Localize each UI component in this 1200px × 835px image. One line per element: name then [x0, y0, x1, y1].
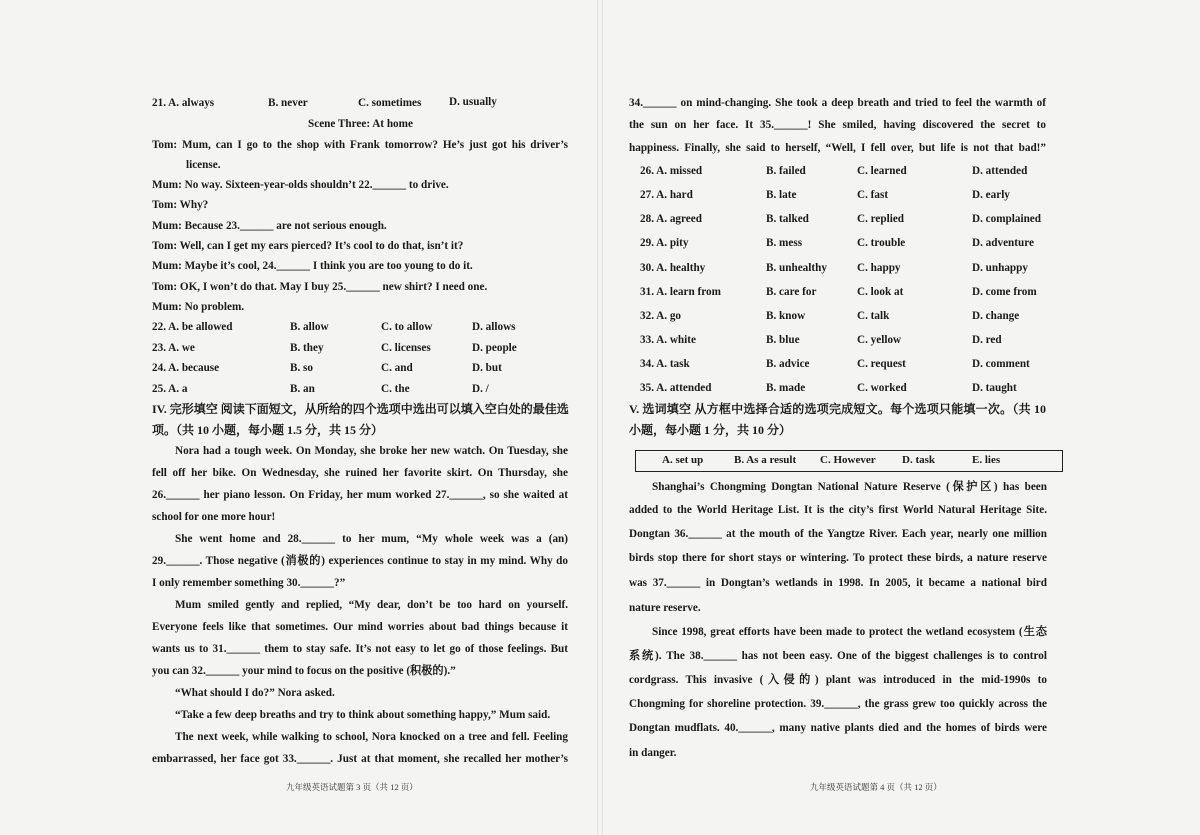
option-c: C. learned	[857, 165, 907, 177]
passage-line: fell off her bike. On Wednesday, she ruined her favorite skirt. On Thursday, she	[152, 467, 568, 479]
word-option: D. task	[902, 454, 936, 466]
option-a: 23. A. we	[152, 342, 195, 354]
option-b: B. failed	[766, 165, 806, 177]
option-d: D. allows	[472, 321, 516, 333]
option-d: D. /	[472, 383, 489, 395]
scene-title: Scene Three: At home	[308, 118, 413, 130]
passage-line: The next week, while walking to school, Nora knocked on a tree and fell. Feeling	[175, 731, 568, 743]
option-b: B. unhealthy	[766, 262, 827, 274]
passage-line: the sun on her face. It 35.______! She smiled, having discovered the secret to	[629, 119, 1046, 131]
option-b: B. late	[766, 189, 797, 201]
option-b: B. mess	[766, 237, 803, 249]
option-a: 31. A. learn from	[640, 286, 721, 298]
option-c: C. fast	[857, 189, 889, 201]
option-a: 22. A. be allowed	[152, 321, 233, 333]
option-c: C. talk	[857, 310, 890, 322]
passage-line: school for one more hour!	[152, 511, 276, 523]
dialogue-line: Tom: Well, can I get my ears pierced? It’s cool to do that, isn’t it?	[152, 240, 464, 252]
passage-line: 系统). The 38.______ has not been easy. One of the biggest challenges is to control	[629, 650, 1047, 662]
option-d: D. people	[472, 342, 517, 354]
passage-line: Shanghai’s Chongming Dongtan National Nature Reserve (保护区) has been	[652, 481, 1047, 493]
passage-line: embarrassed, her face got 33.______. Just at that moment, she recalled her mother’s	[152, 753, 568, 765]
option-a: 26. A. missed	[640, 165, 703, 177]
passage-line: wants us to 31.______ them to stay safe. It’s not easy to let go of those feelings. But	[152, 643, 568, 655]
option-d: D. comment	[972, 358, 1030, 370]
word-option: B. As a result	[734, 454, 797, 466]
section-heading: V. 选词填空 从方框中选择合适的选项完成短文。每个选项只能填一次。（共 10	[629, 402, 1046, 416]
option-a: 24. A. because	[152, 362, 220, 374]
q21-option-c: C. sometimes	[358, 97, 422, 109]
passage-line: 26.______ her piano lesson. On Friday, her mum worked 27.______, so she waited at	[152, 489, 568, 501]
section-heading: IV. 完形填空 阅读下面短文，从所给的四个选项中选出可以填入空白处的最佳选	[152, 402, 569, 416]
passage-line: added to the World Heritage List. It is the city’s first World Natural Heritage Site.	[629, 504, 1047, 516]
passage-line: I only remember something 30.______?”	[152, 577, 346, 589]
q21-option-b: B. never	[268, 97, 308, 109]
passage-line: Dongtan 36.______ at the mouth of the Yangtze River. Each year, nearly one million	[629, 528, 1047, 540]
option-a: 33. A. white	[640, 334, 696, 346]
option-d: D. red	[972, 334, 1002, 346]
option-b: B. blue	[766, 334, 800, 346]
passage-line: “What should I do?” Nora asked.	[175, 687, 335, 699]
option-b: B. talked	[766, 213, 809, 225]
option-c: C. and	[381, 362, 413, 374]
option-a: 32. A. go	[640, 310, 682, 322]
dialogue-line: Mum: No problem.	[152, 301, 245, 313]
passage-line: 29.______. Those negative (消极的) experiences continue to stay in my mind. Why do	[152, 555, 568, 567]
passage-line: happiness. Finally, she said to herself, “Well, I fell over, but life is not that bad!”	[629, 142, 1046, 154]
passage-line: in danger.	[629, 747, 677, 759]
option-c: C. replied	[857, 213, 905, 225]
passage-line: was 37.______ in Dongtan’s wetlands in 1998. In 2005, it became a national bird	[629, 577, 1047, 589]
option-a: 29. A. pity	[640, 237, 689, 249]
passage-line: Since 1998, great efforts have been made to protect the wetland ecosystem (生态	[652, 626, 1047, 638]
passage-line: birds stop there for short stays or wintering. To protect these birds, a nature reserve	[629, 552, 1047, 564]
option-b: B. an	[290, 383, 315, 395]
option-d: D. but	[472, 362, 502, 374]
passage-line: “Take a few deep breaths and try to think about something happy,” Mum said.	[175, 709, 551, 721]
passage-line: Chongming for shoreline protection. 39.______, the grass grew too quickly across the	[629, 698, 1047, 710]
option-c: C. worked	[857, 382, 907, 394]
section-heading: 项。（共 10 小题，每小题 1.5 分，共 15 分）	[152, 423, 384, 437]
dialogue-line: Mum: No way. Sixteen-year-olds shouldn’t 22.______ to drive.	[152, 179, 449, 191]
option-c: C. licenses	[381, 342, 431, 354]
passage-line: She went home and 28.______ to her mum, “My whole week was a (an)	[175, 533, 568, 545]
option-d: D. come from	[972, 286, 1037, 298]
passage-line: 34.______ on mind-changing. She took a deep breath and tried to feel the warmth of	[629, 97, 1046, 109]
passage-line: cordgrass. This invasive (入侵的) plant was introduced in the mid-1990s to	[629, 674, 1047, 686]
word-option: A. set up	[662, 454, 704, 466]
word-option: C. However	[820, 454, 876, 466]
passage-line: you can 32.______ your mind to focus on the positive (积极的).”	[152, 665, 456, 677]
option-d: D. taught	[972, 382, 1017, 394]
passage-line: nature reserve.	[629, 602, 701, 614]
option-b: B. so	[290, 362, 314, 374]
option-c: C. happy	[857, 262, 901, 274]
q21-option-d: D. usually	[449, 96, 497, 108]
q21-option-a: 21. A. always	[152, 97, 215, 109]
passage-line: Everyone feels like that sometimes. Our mind worries about bad things because it	[152, 621, 568, 633]
option-a: 30. A. healthy	[640, 262, 706, 274]
word-box	[635, 450, 1063, 472]
dialogue-line: Mum: Maybe it’s cool, 24.______ I think you are too young to do it.	[152, 260, 473, 272]
option-c: C. look at	[857, 286, 904, 298]
option-b: B. know	[766, 310, 806, 322]
option-d: D. unhappy	[972, 262, 1028, 274]
dialogue-line: Tom: OK, I won’t do that. May I buy 25.______ new shirt? I need one.	[152, 281, 488, 293]
section-heading: 小题，每小题 1 分，共 10 分）	[629, 423, 792, 437]
dialogue-line: Tom: Mum, can I go to the shop with Frank tomorrow? He’s just got his driver’s	[152, 139, 568, 151]
dialogue-line: Mum: Because 23.______ are not serious enough.	[152, 220, 387, 232]
right-page	[600, 0, 1200, 835]
option-b: B. care for	[766, 286, 817, 298]
option-c: C. the	[381, 383, 410, 395]
option-b: B. advice	[766, 358, 810, 370]
word-option: E. lies	[972, 454, 1001, 466]
option-b: B. they	[290, 342, 324, 354]
option-a: 35. A. attended	[640, 382, 712, 394]
option-d: D. attended	[972, 165, 1028, 177]
option-d: D. early	[972, 189, 1010, 201]
option-d: D. complained	[972, 213, 1041, 225]
dialogue-line: Tom: Why?	[152, 199, 209, 211]
option-b: B. allow	[290, 321, 329, 333]
option-a: 25. A. a	[152, 383, 188, 395]
option-a: 27. A. hard	[640, 189, 693, 201]
option-a: 34. A. task	[640, 358, 690, 370]
option-c: C. to allow	[381, 321, 433, 333]
option-d: D. change	[972, 310, 1020, 322]
page-footer: 九年级英语试题第 4 页（共 12 页）	[810, 782, 942, 792]
option-a: 28. A. agreed	[640, 213, 702, 225]
option-c: C. request	[857, 358, 906, 370]
page-footer: 九年级英语试题第 3 页（共 12 页）	[286, 782, 418, 792]
dialogue-line: license.	[186, 159, 221, 171]
passage-line: Nora had a tough week. On Monday, she broke her new watch. On Tuesday, she	[175, 445, 568, 457]
option-c: C. yellow	[857, 334, 902, 346]
option-d: D. adventure	[972, 237, 1034, 249]
passage-line: Mum smiled gently and replied, “My dear, don’t be too hard on yourself.	[175, 599, 568, 611]
option-b: B. made	[766, 382, 806, 394]
option-c: C. trouble	[857, 237, 906, 249]
passage-line: Dongtan mudflats. 40.______, many native plants died and the homes of birds were	[629, 722, 1047, 734]
